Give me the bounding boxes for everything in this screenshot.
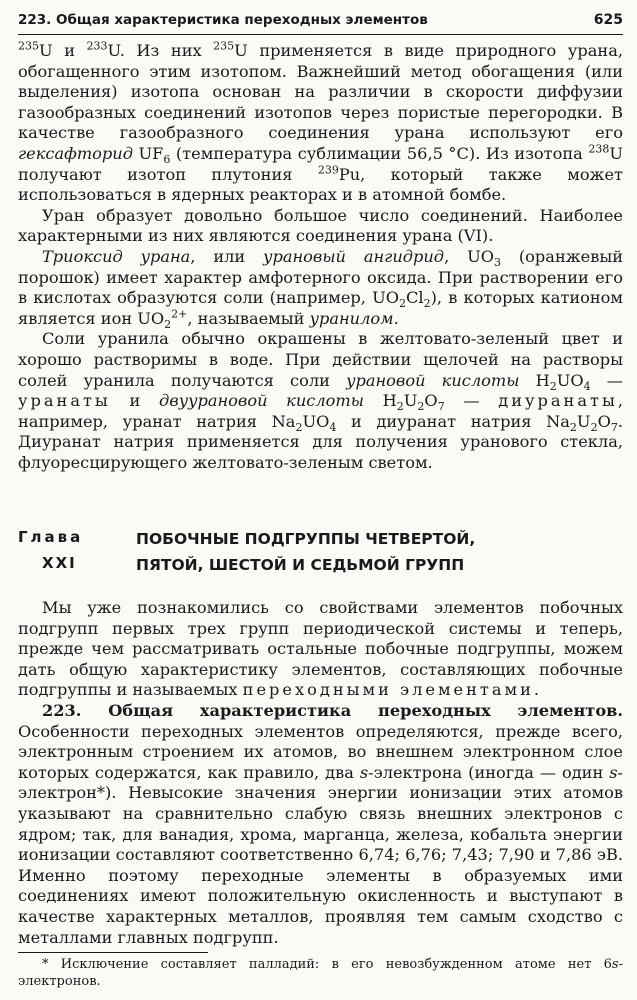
page-number: 625 [593, 12, 623, 28]
footnote-rule [18, 952, 208, 953]
running-title: 223. Общая характеристика переходных элементов [18, 12, 428, 28]
paragraph-uranium-isotopes: $^{235}$U и $^{233}$U. Из них $^{235}$U применяется в виде природного урана, обогащенного этим изотопом. Важнейший метод обогащения (или выделения) изотопа основан на различии в скорости диффузии газообразных соединений изотопов через пористые перегородки. В качестве газообразного соединения урана используют его гексафторид $UF_6$ (температура сублимации 56,5 °C). Из изотопа $^{238}$U получают изотоп плутония $^{239}$Pu, который также может использоваться в ядерных реакторах и в атомной бомбе. [18, 39, 623, 205]
paragraph-uranium-trioxide: Триоксид урана, или урановый ангидрид, $UO_3$ (оранжевый порошок) имеет характер амфотерного оксида. При растворении его в кислотах образуются соли (например, $UO_2Cl_2$), в которых катионом является ион $UO_2^{2+}$, называемый уранилом. [18, 246, 623, 331]
paragraph-uranyl-salts: Соли уранила обычно окрашены в желтовато-зеленый цвет и хорошо растворимы в воде. При действии щелочей на растворы солей уранила получаются соли урановой кислоты $H_2UO_4$ — уранаты и двуурановой кислоты $H_2U_2O_7$ — диуранаты, например, уранат натрия $Na_2UO_4$ и диуранат натрия $Na_2U_2O_7$. Диуранат натрия применяется для получения уранового стекла, флуоресцирующего желтовато-зеленым светом. [18, 329, 623, 472]
running-header [18, 10, 623, 32]
chapter-title [136, 526, 475, 578]
paragraph-chapter-intro: Мы уже познакомились со свойствами элементов побочных подгрупп первых трех групп периодической системы и теперь, прежде чем рассматривать остальные побочные подгруппы, можем дать общую характеристику элементов, составляющих побочные подгруппы и называемых переходными элементами. [18, 598, 623, 700]
chapter-title-line-1: ПОБОЧНЫЕ ПОДГРУППЫ ЧЕТВЕРТОЙ, [136, 530, 476, 548]
paragraph-section-223: 223. Общая характеристика переходных элементов. Особенности переходных элементов определяются, прежде всего, электронным строением их атомов, во внешнем электронном слое которых содержатся, как правило, два s-электрона (иногда — один s-электрон*). Невысокие значения энергии ионизации этих атомов указывают на сравнительно слабую связь внешних электронов с ядром; так, для ванадия, хрома, марганца, железа, кобальта энергии ионизации составляют соответственно 6,74; 6,76; 7,43; 7,90 и 7,86 эВ. Именно поэтому переходные элементы в образуемых ими соединениях имеют положительную окисленность и выступают в качестве характерных металлов, проявляя тем самым сходство с металлами главных подгрупп. [18, 700, 623, 947]
section-heading: 223. Общая характеристика переходных элементов. [42, 700, 623, 720]
text-block-transition-elements [18, 598, 623, 948]
text-block-uranium [18, 41, 623, 473]
footnote: * Исключение составляет палладий: в его невозбужденном атоме нет 6s-электронов. [18, 957, 623, 989]
paragraph-uranium-compounds: Уран образует довольно большое число соединений. Наиболее характерными из них являются соединения урана (VI). [18, 205, 623, 246]
chapter-number: XXI [42, 554, 77, 572]
chapter-heading [18, 524, 623, 584]
header-rule [18, 34, 623, 35]
chapter-title-line-2: ПЯТОЙ, ШЕСТОЙ И СЕДЬМОЙ ГРУПП [136, 556, 465, 574]
chapter-label: Глава [18, 528, 84, 546]
